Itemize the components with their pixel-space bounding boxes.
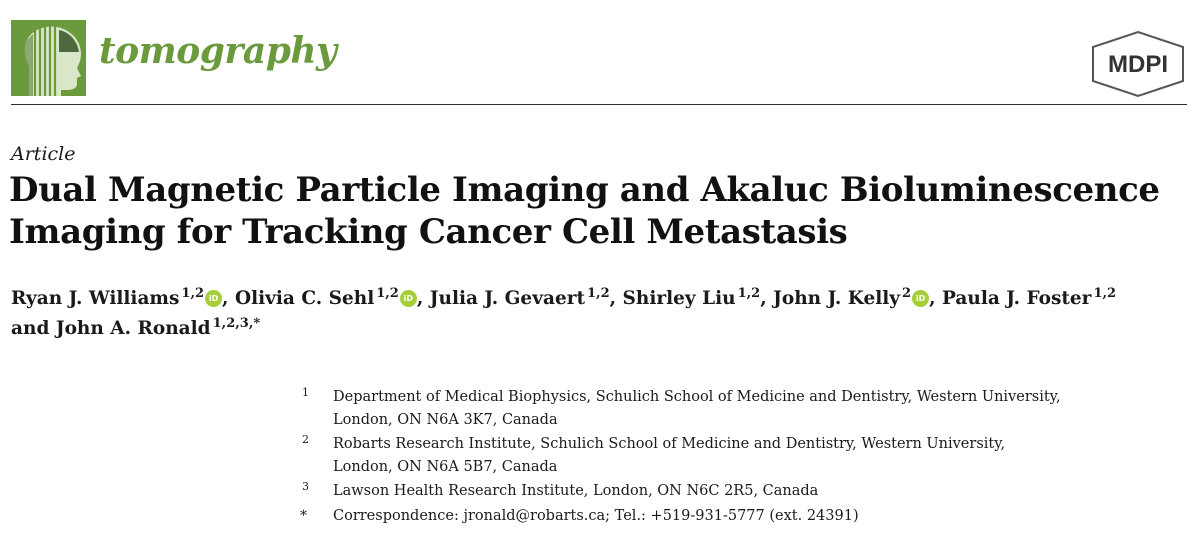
tomography-logo-icon [11, 20, 86, 96]
affiliation-text: Lawson Health Research Institute, London, ON N6C 2R5, Canada [333, 483, 819, 499]
author-affiliation-sup: 1,2 [737, 286, 761, 301]
affiliation-marker: 3 [302, 480, 309, 493]
mdpi-logo [1089, 30, 1187, 98]
affiliation-text: London, ON N6A 3K7, Canada [333, 411, 558, 428]
affiliation-item [300, 433, 1190, 478]
author-name[interactable]: Shirley Liu [622, 288, 736, 309]
author[interactable] [623, 288, 761, 309]
article-title-line: Dual Magnetic Particle Imaging and Akaluc Bioluminescence [9, 170, 1160, 210]
author-name[interactable]: Olivia C. Sehl [234, 288, 375, 309]
author[interactable] [773, 288, 929, 309]
affiliation-marker: 2 [302, 433, 309, 446]
journal-name: tomography [99, 30, 337, 72]
orcid-icon[interactable]: iD [400, 290, 417, 307]
affiliation-text: London, ON N6A 5B7, Canada [333, 458, 558, 475]
author-separator: , [760, 288, 767, 309]
journal-header [0, 0, 1200, 106]
correspondence-item [300, 505, 1190, 528]
author-affiliation-sup: 1,2 [1093, 286, 1117, 301]
author[interactable] [56, 318, 260, 339]
correspondence-text[interactable]: Correspondence: jronald@robarts.ca; Tel.: +519-931-5777 (ext. 24391) [333, 507, 859, 524]
author-name[interactable]: Ryan J. Williams [11, 288, 180, 309]
author-affiliation-sup: 1,2 [587, 286, 610, 301]
author-affiliation-sup: 1,2 [181, 286, 205, 301]
affiliation-item [300, 386, 1190, 431]
article-title [9, 169, 1189, 253]
orcid-icon[interactable]: iD [205, 290, 222, 307]
author-affiliation-sup: 1,2,3,* [212, 316, 261, 331]
author-line [11, 314, 1191, 344]
affiliation-text: Department of Medical Biophysics, Schulich School of Medicine and Dentistry, Western University, [333, 389, 1061, 405]
author-separator: , [929, 288, 936, 309]
header-divider [11, 104, 1187, 105]
affiliation-item [300, 480, 1190, 503]
author-separator: , [222, 288, 229, 309]
author[interactable] [430, 288, 610, 309]
article-type-label: Article [11, 143, 76, 165]
author-conjunction: and [11, 318, 50, 339]
author-name[interactable]: Paula J. Foster [941, 288, 1092, 309]
affiliation-list [300, 386, 1190, 529]
author-line [11, 284, 1191, 314]
author-list [11, 284, 1191, 344]
author-separator: , [609, 288, 617, 309]
publisher-logo-text: MDPI [1108, 51, 1168, 78]
author-affiliation-sup: 1,2 [376, 286, 399, 301]
author-affiliation-sup: 2 [902, 286, 912, 301]
author[interactable] [11, 288, 222, 309]
author-name[interactable]: John A. Ronald [55, 318, 211, 339]
author[interactable] [942, 288, 1116, 309]
affiliation-text: Robarts Research Institute, Schulich School of Medicine and Dentistry, Western University, [333, 436, 1006, 452]
author[interactable] [235, 288, 417, 309]
orcid-icon[interactable]: iD [912, 290, 929, 307]
author-name[interactable]: John J. Kelly [773, 288, 901, 309]
author-separator: , [416, 288, 424, 309]
correspondence-marker: * [300, 507, 307, 524]
author-name[interactable]: Julia J. Gevaert [429, 288, 586, 309]
affiliation-marker: 1 [302, 386, 309, 399]
article-title-line: Imaging for Tracking Cancer Cell Metastasis [9, 212, 848, 252]
